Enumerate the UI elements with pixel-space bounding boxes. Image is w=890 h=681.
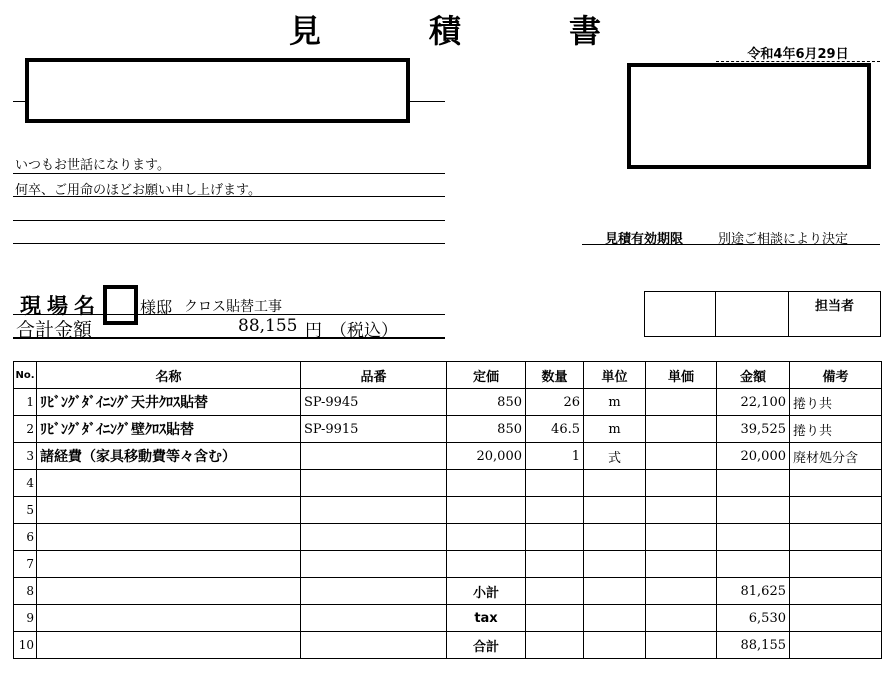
cell-list-price: [447, 551, 526, 578]
cell-list-price: [447, 470, 526, 497]
cell-note: 捲り共: [790, 389, 882, 416]
table-header-row: [14, 362, 882, 389]
site-label: 現場名: [20, 294, 101, 318]
cell-amount: [717, 551, 790, 578]
cell-item-name: 諸経費（家具移動費等々含む）: [37, 443, 301, 470]
cell-unit: [584, 551, 646, 578]
cell-unit-price: [646, 524, 717, 551]
total-amount: 88,155: [238, 316, 298, 336]
cell-amount: 39,525: [717, 416, 790, 443]
validity-value: 別途ご相談により決定: [718, 232, 849, 247]
cell-unit-price: [646, 578, 717, 605]
redacted-client-name: [103, 285, 138, 325]
col-header-list-price: 定価: [447, 362, 526, 389]
cell-item-code: [301, 443, 447, 470]
greeting-line-2: 何卒、ご用命のほどお願い申し上げます。: [15, 183, 261, 198]
cell-item-code: [301, 578, 447, 605]
cell-list-price: 合計: [447, 632, 526, 659]
table-row: [14, 632, 882, 659]
cell-list-price: [447, 524, 526, 551]
redacted-recipient-box: [25, 58, 410, 123]
rule: [13, 337, 445, 339]
cell-note: 捲り共: [790, 416, 882, 443]
cell-list-price: 20,000: [447, 443, 526, 470]
cell-row-no: 1: [14, 389, 37, 416]
cell-row-no: 8: [14, 578, 37, 605]
cell-note: [790, 632, 882, 659]
cell-quantity: [526, 497, 584, 524]
col-header-code: 品番: [301, 362, 447, 389]
table-row: [14, 389, 882, 416]
col-header-unit: 単位: [584, 362, 646, 389]
greeting-line-1: いつもお世話になります。: [15, 158, 170, 173]
staff-stamp-box: [788, 291, 881, 337]
cell-item-name: [37, 632, 301, 659]
cell-unit-price: [646, 497, 717, 524]
table-row: [14, 443, 882, 470]
table-row: [14, 470, 882, 497]
cell-unit-price: [646, 605, 717, 632]
cell-unit-price: [646, 443, 717, 470]
rule: [582, 244, 880, 245]
table-row: [14, 524, 882, 551]
cell-quantity: [526, 551, 584, 578]
cell-item-name: [37, 497, 301, 524]
cell-quantity: [526, 578, 584, 605]
cell-note: 廃材処分含: [790, 443, 882, 470]
cell-quantity: [526, 470, 584, 497]
table-row: [14, 605, 882, 632]
staff-label: 担当者: [814, 299, 854, 314]
total-unit: 円: [305, 321, 322, 341]
cell-note: [790, 470, 882, 497]
estimate-table: [13, 361, 882, 659]
cell-row-no: 2: [14, 416, 37, 443]
cell-list-price: 850: [447, 389, 526, 416]
cell-unit: 式: [584, 443, 646, 470]
redacted-company-box: [627, 63, 871, 169]
cell-list-price: tax: [447, 605, 526, 632]
cell-amount: 20,000: [717, 443, 790, 470]
cell-quantity: 46.5: [526, 416, 584, 443]
col-header-unit-price: 単価: [646, 362, 717, 389]
cell-item-name: ﾘﾋﾞﾝｸﾞﾀﾞｲﾆﾝｸﾞ天井ｸﾛｽ貼替: [37, 389, 301, 416]
cell-note: [790, 605, 882, 632]
cell-amount: [717, 524, 790, 551]
cell-unit-price: [646, 389, 717, 416]
cell-row-no: 4: [14, 470, 37, 497]
cell-item-code: SP-9945: [301, 389, 447, 416]
cell-amount: 22,100: [717, 389, 790, 416]
cell-unit: [584, 632, 646, 659]
cell-unit: [584, 497, 646, 524]
cell-unit-price: [646, 470, 717, 497]
cell-list-price: [447, 497, 526, 524]
site-work: クロス貼替工事: [184, 299, 282, 315]
cell-unit: [584, 524, 646, 551]
cell-item-name: [37, 578, 301, 605]
stamp-box-1: [644, 291, 716, 337]
cell-item-name: [37, 524, 301, 551]
cell-note: [790, 551, 882, 578]
issue-date: 令和4年6月29日: [716, 43, 880, 62]
col-header-no: No.: [14, 362, 37, 389]
cell-unit-price: [646, 416, 717, 443]
cell-amount: 6,530: [717, 605, 790, 632]
cell-row-no: 7: [14, 551, 37, 578]
cell-unit: [584, 470, 646, 497]
cell-unit: [584, 605, 646, 632]
cell-item-name: ﾘﾋﾞﾝｸﾞﾀﾞｲﾆﾝｸﾞ壁ｸﾛｽ貼替: [37, 416, 301, 443]
cell-list-price: 小計: [447, 578, 526, 605]
cell-row-no: 10: [14, 632, 37, 659]
table-row: [14, 416, 882, 443]
cell-row-no: 3: [14, 443, 37, 470]
cell-item-name: [37, 470, 301, 497]
cell-unit: m: [584, 389, 646, 416]
cell-unit-price: [646, 551, 717, 578]
cell-list-price: 850: [447, 416, 526, 443]
col-header-note: 備考: [790, 362, 882, 389]
cell-note: [790, 524, 882, 551]
validity-label: 見積有効期限: [605, 232, 684, 247]
cell-row-no: 6: [14, 524, 37, 551]
cell-row-no: 5: [14, 497, 37, 524]
document-title: 見 積 書: [288, 12, 639, 50]
cell-amount: 88,155: [717, 632, 790, 659]
cell-unit: [584, 578, 646, 605]
cell-item-code: [301, 632, 447, 659]
cell-note: [790, 578, 882, 605]
table-row: [14, 551, 882, 578]
stamp-box-2: [715, 291, 789, 337]
cell-amount: [717, 470, 790, 497]
table-row: [14, 578, 882, 605]
cell-item-code: [301, 497, 447, 524]
cell-quantity: [526, 605, 584, 632]
cell-item-name: [37, 551, 301, 578]
cell-item-code: [301, 551, 447, 578]
cell-item-code: [301, 605, 447, 632]
cell-note: [790, 497, 882, 524]
table-row: [14, 497, 882, 524]
cell-amount: [717, 497, 790, 524]
col-header-amount: 金額: [717, 362, 790, 389]
total-label: 合計金額: [16, 319, 93, 341]
col-header-name: 名称: [37, 362, 301, 389]
cell-amount: 81,625: [717, 578, 790, 605]
cell-quantity: 1: [526, 443, 584, 470]
cell-quantity: 26: [526, 389, 584, 416]
rule: [13, 243, 445, 244]
cell-item-code: SP-9915: [301, 416, 447, 443]
cell-unit: m: [584, 416, 646, 443]
cell-quantity: [526, 524, 584, 551]
cell-item-code: [301, 524, 447, 551]
cell-item-name: [37, 605, 301, 632]
rule: [13, 220, 445, 221]
rule: [13, 196, 445, 197]
total-tax-note: （税込）: [330, 321, 398, 341]
col-header-qty: 数量: [526, 362, 584, 389]
cell-unit-price: [646, 632, 717, 659]
rule: [13, 173, 445, 174]
cell-quantity: [526, 632, 584, 659]
site-suffix: 様邸: [140, 298, 173, 317]
cell-item-code: [301, 470, 447, 497]
cell-row-no: 9: [14, 605, 37, 632]
